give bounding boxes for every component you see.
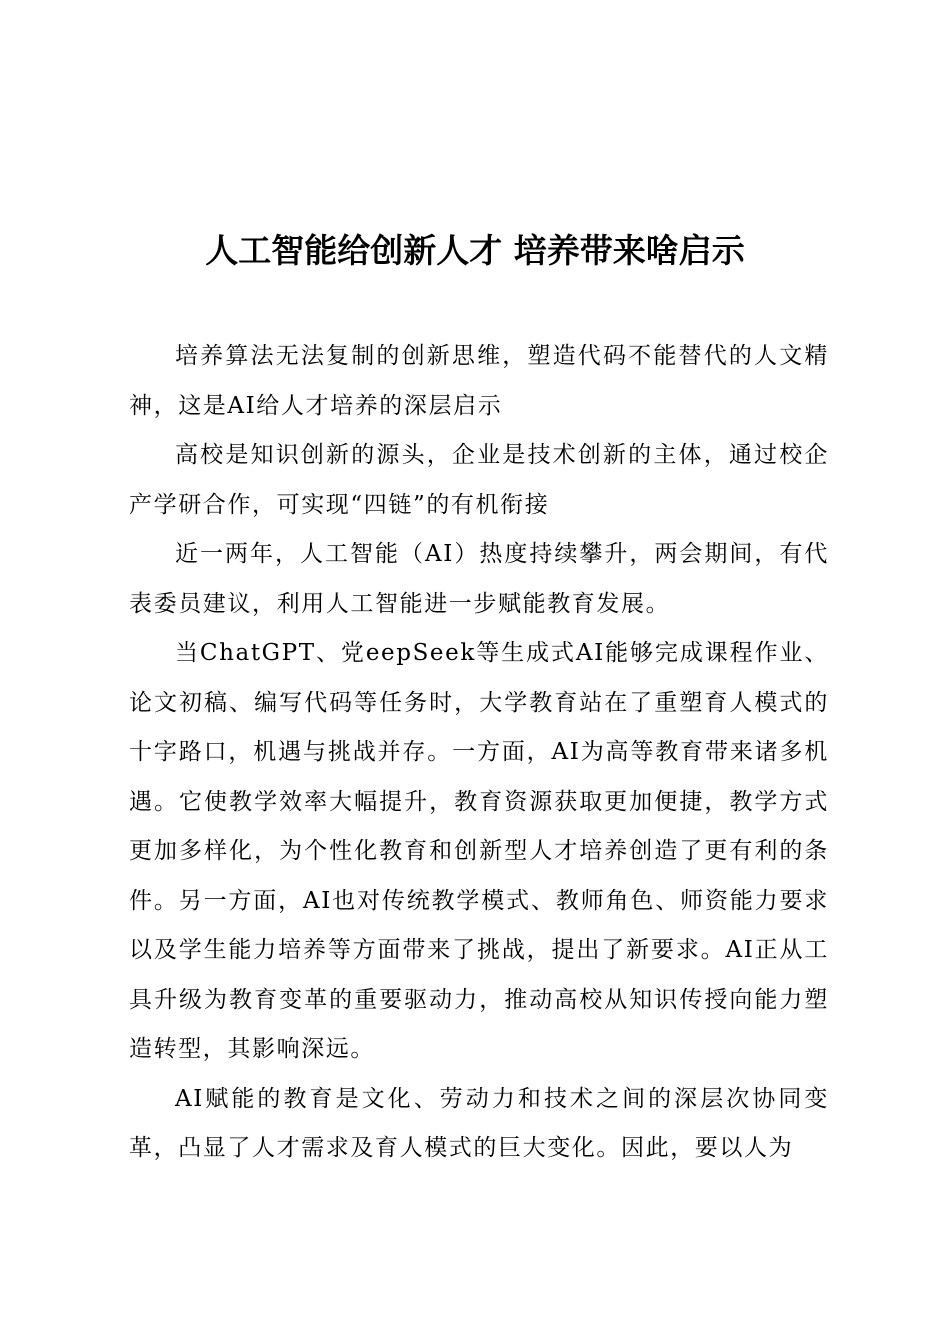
paragraph-4: 当ChatGPT、党eepSeek等生成式AI能够完成课程作业、论文初稿、编写代码等任务时，大学教育站在了重塑育人模式的十字路口，机遇与挑战并存。一方面，AI为高等教育带来诸多机遇。它使教学效率大幅提升，教育资源获取更加便捷，教学方式更加多样化，为个性化教育和创新型人才培养创造了更有利的条件。另一方面，AI也对传统教学模式、教师角色、师资能力要求以及学生能力培养等方面带来了挑战，提出了新要求。AI正从工具升级为教育变革的重要驱动力，推动高校从知识传授向能力塑造转型，其影响深远。 [129,640,829,1062]
paragraph-5: AI赋能的教育是文化、劳动力和技术之间的深层次协同变革，凸显了人才需求及育人模式的巨大变化。因此，要以人为 [129,1085,829,1161]
article-title: 人工智能给创新人才 培养带来啥启示 [205,231,745,270]
paragraph-1: 培养算法无法复制的创新思维，塑造代码不能替代的人文精神，这是AI给人才培养的深层启示 [129,343,829,419]
article-body [129,332,829,1174]
paragraph-3: 近一两年，人工智能（AI）热度持续攀升，两会期间，有代表委员建议，利用人工智能进一步赋能教育发展。 [129,541,829,617]
paragraph-2: 高校是知识创新的源头，企业是技术创新的主体，通过校企产学研合作，可实现“四链”的有机衔接 [129,442,829,518]
